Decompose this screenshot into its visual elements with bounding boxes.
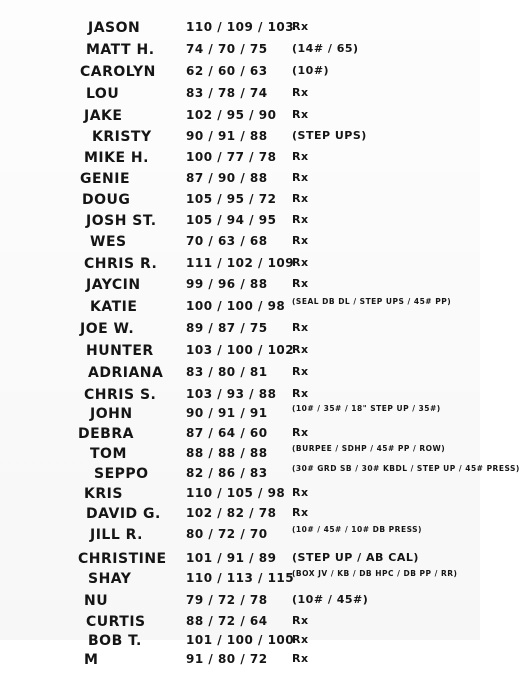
- scaling-note: (10# / 45# / 10# DB PRESS): [292, 525, 422, 534]
- score-values: 105 / 94 / 95: [186, 213, 277, 227]
- athlete-name: SEPPO: [94, 466, 149, 482]
- scaling-note: Rx: [292, 365, 309, 378]
- scaling-note: (14# / 65): [292, 42, 359, 55]
- score-values: 100 / 77 / 78: [186, 150, 277, 164]
- score-values: 110 / 113 / 115: [186, 571, 295, 585]
- athlete-name: M: [84, 652, 99, 668]
- scaling-note: Rx: [292, 387, 309, 400]
- scaling-note: Rx: [292, 171, 309, 184]
- entry-row: [0, 299, 480, 321]
- entry-row: [0, 365, 480, 387]
- athlete-name: CHRIS R.: [84, 256, 158, 272]
- entry-row: [0, 64, 480, 86]
- athlete-name: KRIS: [84, 486, 123, 502]
- score-values: 103 / 100 / 102: [186, 343, 295, 357]
- entry-row: [0, 108, 480, 130]
- score-values: 99 / 96 / 88: [186, 277, 268, 291]
- entry-row: [0, 343, 480, 365]
- athlete-name: DAVID G.: [86, 506, 161, 522]
- score-values: 102 / 95 / 90: [186, 108, 277, 122]
- athlete-name: MIKE H.: [84, 150, 149, 166]
- athlete-name: KRISTY: [92, 129, 152, 145]
- athlete-name: JAKE: [84, 108, 123, 124]
- athlete-name: ADRIANA: [88, 365, 164, 381]
- score-values: 87 / 64 / 60: [186, 426, 268, 440]
- score-values: 91 / 80 / 72: [186, 652, 268, 666]
- score-values: 88 / 88 / 88: [186, 446, 268, 460]
- athlete-name: DEBRA: [78, 426, 134, 442]
- score-values: 62 / 60 / 63: [186, 64, 268, 78]
- entry-row: [0, 213, 480, 235]
- score-values: 83 / 80 / 81: [186, 365, 268, 379]
- scaling-note: Rx: [292, 652, 309, 665]
- scaling-note: (STEP UP / AB CAL): [292, 551, 419, 564]
- score-values: 105 / 95 / 72: [186, 192, 277, 206]
- entry-row: [0, 42, 480, 64]
- athlete-name: CURTIS: [86, 614, 146, 630]
- entry-row: [0, 129, 480, 151]
- scaling-note: Rx: [292, 192, 309, 205]
- score-values: 80 / 72 / 70: [186, 527, 268, 541]
- scaling-note: Rx: [292, 321, 309, 334]
- scaling-note: Rx: [292, 213, 309, 226]
- scaling-note: Rx: [292, 256, 309, 269]
- scaling-note: (30# GRD SB / 30# KBDL / STEP UP / 45# PRESS): [292, 464, 520, 473]
- entry-row: [0, 192, 480, 214]
- athlete-name: WES: [90, 234, 127, 250]
- scaling-note: (BURPEE / SDHP / 45# PP / ROW): [292, 444, 446, 453]
- athlete-name: JOE W.: [80, 321, 135, 337]
- entry-row: [0, 571, 480, 593]
- score-values: 74 / 70 / 75: [186, 42, 268, 56]
- entry-row: [0, 277, 480, 299]
- athlete-name: JOHN: [90, 406, 133, 422]
- score-values: 101 / 91 / 89: [186, 551, 277, 565]
- score-values: 70 / 63 / 68: [186, 234, 268, 248]
- athlete-name: JASON: [88, 20, 141, 36]
- scaling-note: Rx: [292, 633, 309, 646]
- score-values: 111 / 102 / 109: [186, 256, 295, 270]
- scaling-note: Rx: [292, 426, 309, 439]
- scaling-note: (BOX JV / KB / DB HPC / DB PP / RR): [292, 569, 458, 578]
- athlete-name: JOSH ST.: [86, 213, 157, 229]
- scaling-note: (STEP UPS): [292, 129, 367, 142]
- athlete-name: BOB T.: [88, 633, 142, 649]
- scaling-note: Rx: [292, 150, 309, 163]
- score-values: 110 / 109 / 103: [186, 20, 295, 34]
- entry-row: [0, 406, 480, 428]
- athlete-name: CAROLYN: [80, 64, 156, 80]
- score-values: 100 / 100 / 98: [186, 299, 286, 313]
- entry-row: [0, 321, 480, 343]
- athlete-name: HUNTER: [86, 343, 154, 359]
- entry-row: [0, 20, 480, 42]
- scaling-note: Rx: [292, 486, 309, 499]
- score-values: 83 / 78 / 74: [186, 86, 268, 100]
- scaling-note: (10# / 35# / 18" STEP UP / 35#): [292, 404, 441, 413]
- scaling-note: (SEAL DB DL / STEP UPS / 45# PP): [292, 297, 452, 306]
- scaling-note: Rx: [292, 277, 309, 290]
- scaling-note: Rx: [292, 108, 309, 121]
- athlete-name: KATIE: [90, 299, 138, 315]
- athlete-name: GENIE: [80, 171, 131, 187]
- score-values: 102 / 82 / 78: [186, 506, 277, 520]
- score-values: 87 / 90 / 88: [186, 171, 268, 185]
- athlete-name: MATT H.: [86, 42, 155, 58]
- scaling-note: (10#): [292, 64, 330, 77]
- scaling-note: Rx: [292, 234, 309, 247]
- scaling-note: Rx: [292, 86, 309, 99]
- scaling-note: Rx: [292, 614, 309, 627]
- score-values: 103 / 93 / 88: [186, 387, 277, 401]
- entry-row: [0, 593, 480, 615]
- entry-row: [0, 234, 480, 256]
- score-values: 110 / 105 / 98: [186, 486, 286, 500]
- athlete-name: CHRISTINE: [78, 551, 167, 567]
- athlete-name: JILL R.: [90, 527, 143, 543]
- score-values: 90 / 91 / 91: [186, 406, 268, 420]
- athlete-name: SHAY: [88, 571, 132, 587]
- scaling-note: Rx: [292, 20, 309, 33]
- scaling-note: (10# / 45#): [292, 593, 369, 606]
- scaling-note: Rx: [292, 506, 309, 519]
- entry-row: [0, 464, 520, 488]
- score-values: 79 / 72 / 78: [186, 593, 268, 607]
- athlete-name: NU: [84, 593, 109, 609]
- athlete-name: TOM: [90, 446, 127, 462]
- score-values: 101 / 100 / 100: [186, 633, 295, 647]
- score-values: 82 / 86 / 83: [186, 466, 268, 480]
- score-values: 89 / 87 / 75: [186, 321, 268, 335]
- entry-row: [0, 256, 480, 278]
- entry-row: [0, 652, 480, 674]
- athlete-name: LOU: [86, 86, 120, 102]
- athlete-name: DOUG: [82, 192, 131, 208]
- score-values: 90 / 91 / 88: [186, 129, 268, 143]
- entry-row: [0, 150, 480, 172]
- entry-row: [0, 171, 480, 193]
- score-values: 88 / 72 / 64: [186, 614, 268, 628]
- entry-row: [0, 86, 480, 108]
- athlete-name: JAYCIN: [86, 277, 141, 293]
- scaling-note: Rx: [292, 343, 309, 356]
- entry-row: [0, 527, 480, 549]
- athlete-name: CHRIS S.: [84, 387, 157, 403]
- entry-row: [0, 486, 480, 508]
